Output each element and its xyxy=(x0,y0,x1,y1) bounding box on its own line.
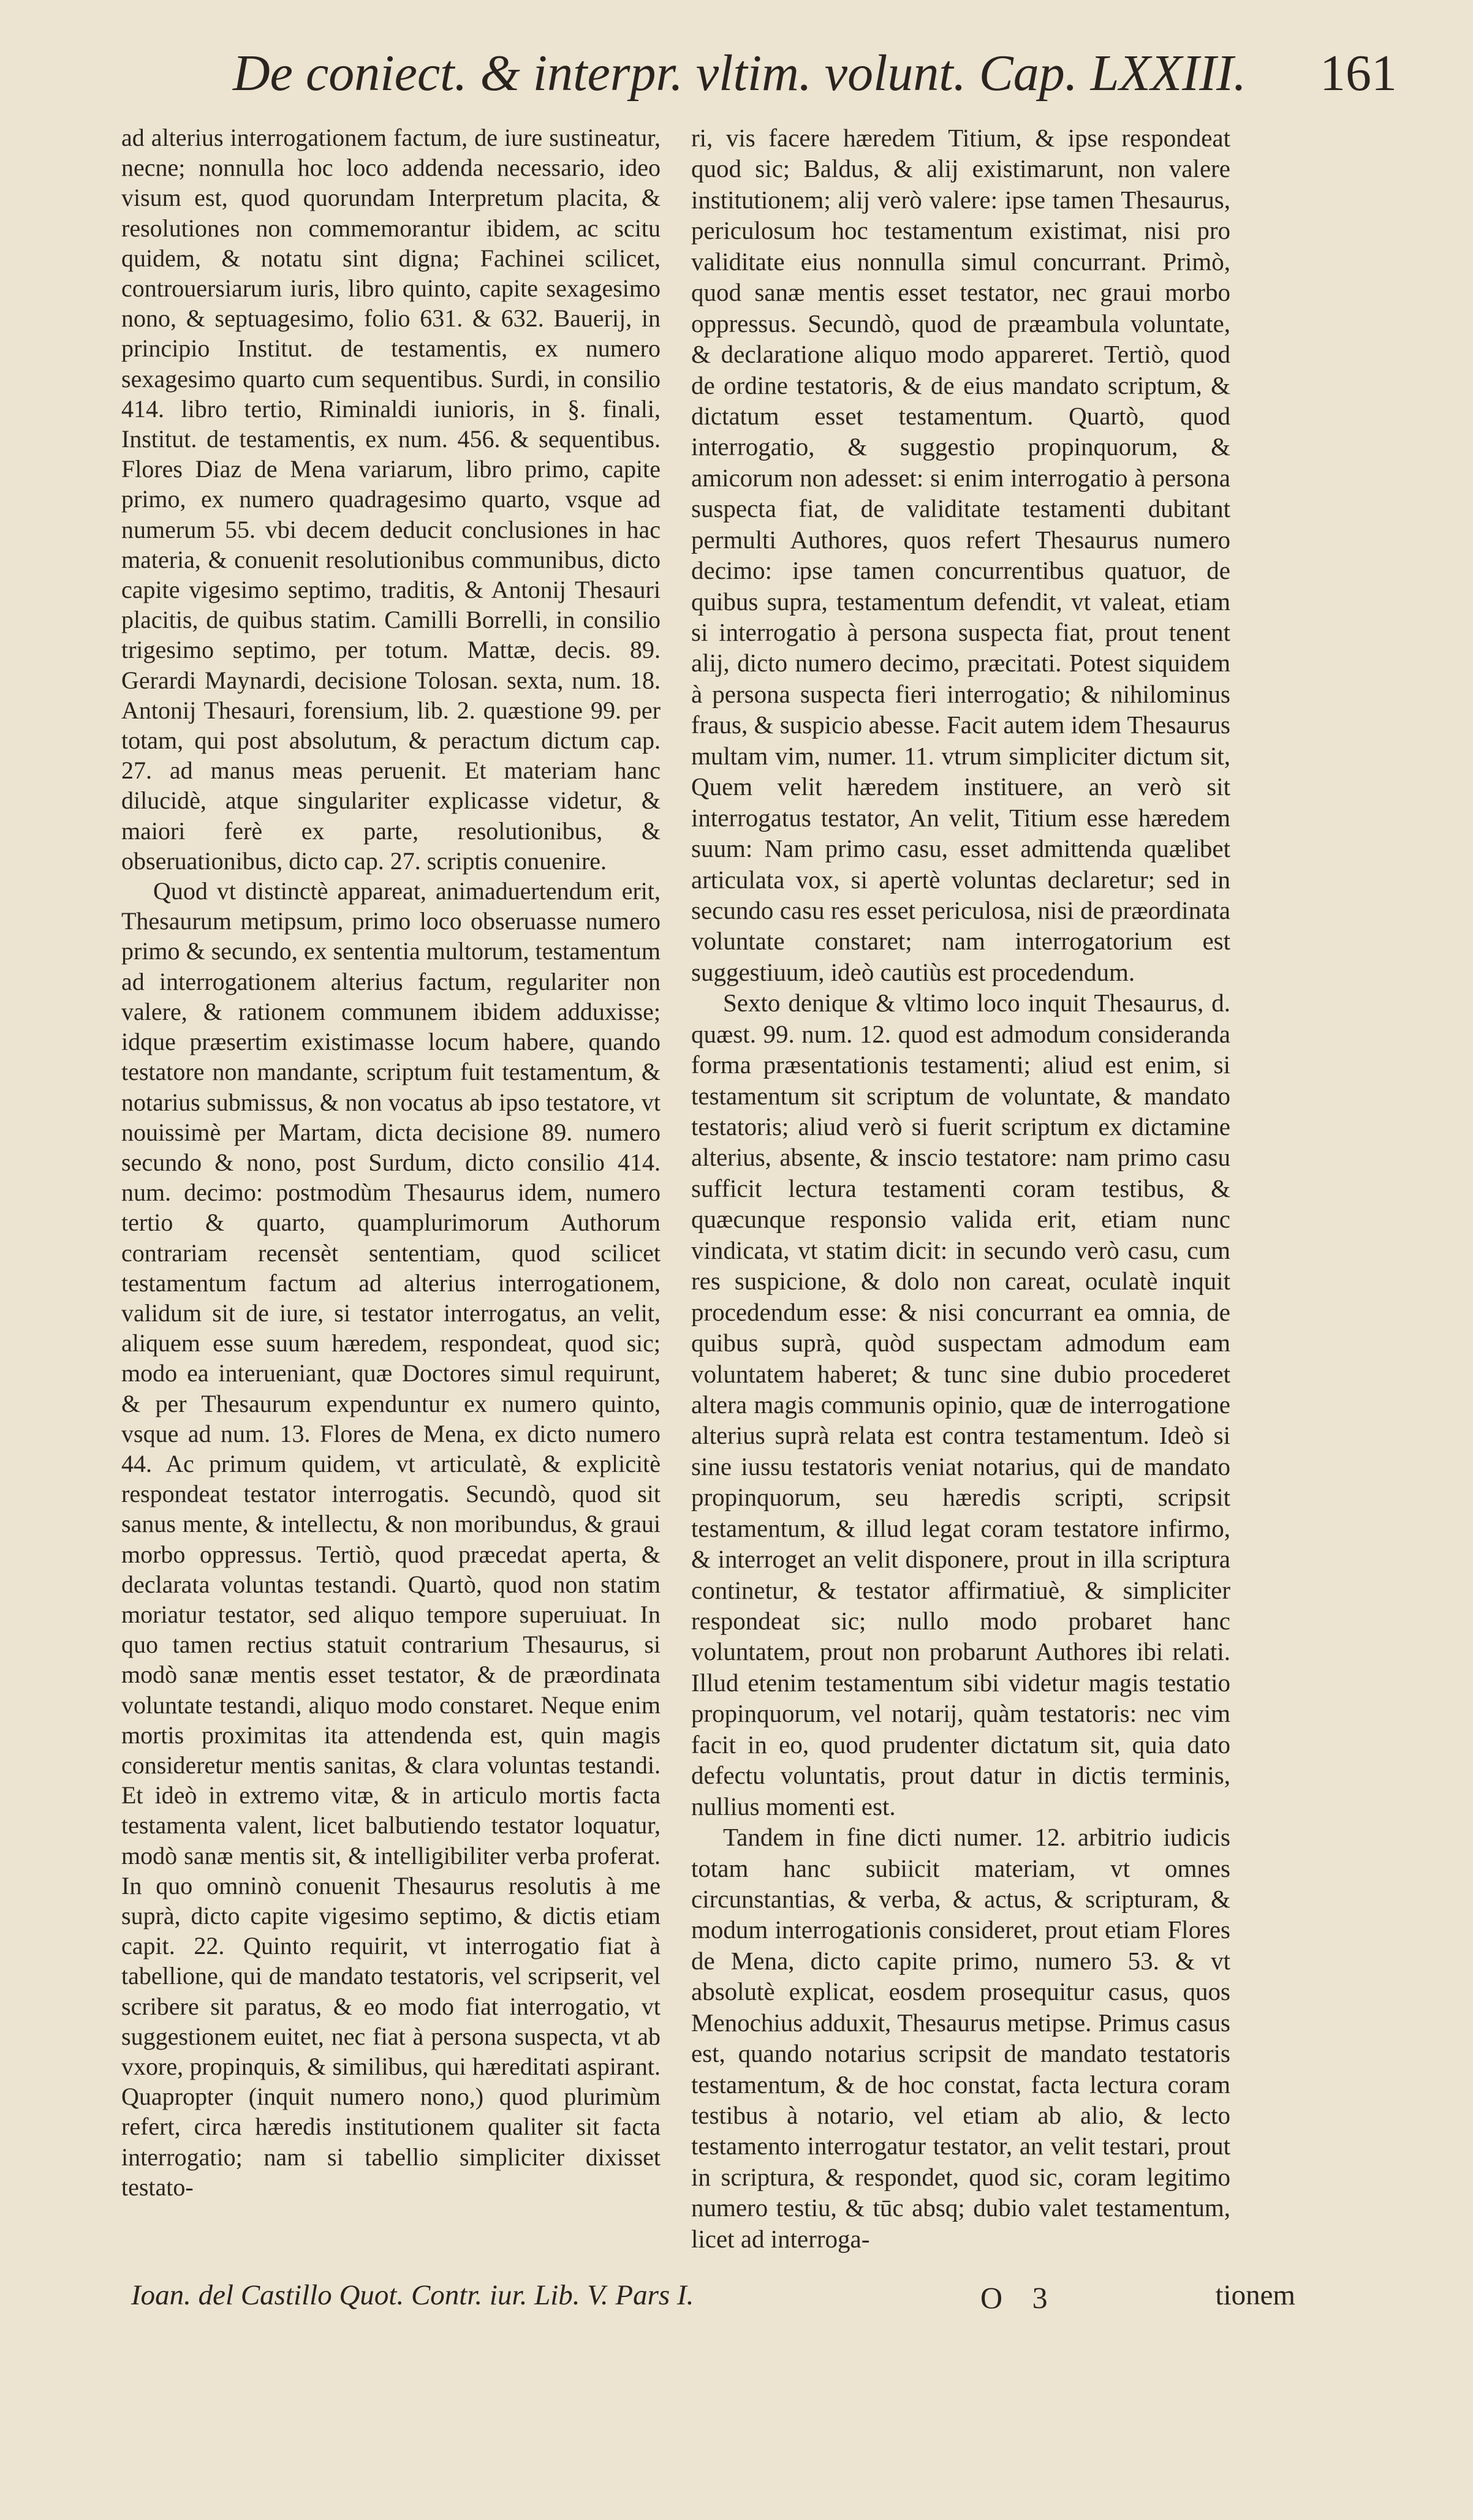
paragraph: ri, vis facere hæredem Titium, & ipse respondeat quod sic; Baldus, & alij existimarunt, non valere institutionem; alij verò valere: ipse tamen Thesaurus, periculosum hoc testamentum existimat, nisi pro validitate eius nonnulla simul concurrant. Primò, quod sanæ mentis esset testator, nec graui morbo oppressus. Secundò, quod de præambula voluntate, & declaratione aliquo modo appareret. Tertiò, quod de ordine testatoris, & de eius mandato scriptum, & dictatum esset testamentum. Quartò, quod interrogatio, & suggestio propinquorum, & amicorum non adesset: si enim interrogatio à persona suspecta fiat, de validitate testamenti dubitant permulti Authores, quos refert Thesaurus numero decimo: ipse tamen concurrentibus quatuor, de quibus supra, testamentum defendit, vt valeat, etiam si interrogatio à persona suspecta fiat, prout tenent alij, dicto numero decimo, præcitati. Potest siquidem à persona suspecta fieri interrogatio; & nihilominus fraus, & suspicio abesse. Facit autem idem Thesaurus multam vim, numer. 11. vtrum simpliciter dictum sit, Quem velit hæredem instituere, an verò sit interrogatus testator, An velit, Titium esse hæredem suum: Nam primo casu, esset admittenda quælibet articulata vox, si apertè voluntas declaretur; sed in secundo casu res esset periculosa, nisi de præordinata voluntate constaret; nam interrogatorium est suggestiuum, ideò cautiùs est procedendum. xyxy=(691,124,1230,986)
running-title: De coniect. & interpr. vltim. volunt. Cap. LXXIII. xyxy=(233,45,1247,102)
paragraph: Sexto denique & vltimo loco inquit Thesaurus, d. quæst. 99. num. 12. quod est admodum consideranda forma præsentationis testamenti; aliud est enim, si testamentum sit scriptum de voluntate, & mandato testatoris; aliud verò si fuerit scriptum ex dictamine alterius, absente, & inscio testatore: nam primo casu sufficit lectura testamenti coram testibus, & quæcunque responsio valida erit, etiam nunc vindicata, vt statim dicit: in secundo verò casu, cum res suspicione, & dolo non careat, oculatè inquit procedendum esse: & nisi concurrant ea omnia, de quibus suprà, quòd suspectam admodum eam voluntatem haberet; & tunc sine dubio procederet altera magis communis opinio, quæ de interrogatione alterius suprà relata est contra testamentum. Ideò si sine iussu testatoris veniat notarius, qui de mandato propinquorum, seu hæredis scripti, scripsit testamentum, & illud legat coram testatore infirmo, & interroget an velit disponere, prout in illa scriptura continetur, & testator affirmatiuè, & simpliciter respondeat sic; nullo modo probaret hanc voluntatem, prout non probarunt Authores ibi relati. Illud etenim testamentum sibi videtur magis testatio propinquorum, vel notarij, quàm testatoris: nec vim facit in eo, quod prudenter dictatum sit, quia dato defectu voluntatis, prout datur in dictis terminis, nullius momenti est. xyxy=(691,989,1230,1820)
paragraph: ad alterius interrogationem factum, de iure sustineatur, necne; nonnulla hoc loco addenda necessario, ideo visum est, quod quorundam Interpretum placita, & resolutiones non commemorantur ibidem, ac scitu quidem, & notatu sint digna; Fachinei scilicet, controuersiarum iuris, libro quinto, capite sexagesimo nono, & septuagesimo, folio 631. & 632. Bauerij, in principio Institut. de testamentis, ex numero sexagesimo quarto cum sequentibus. Surdi, in consilio 414. libro tertio, Riminaldi iunioris, in §. finali, Institut. de testamentis, ex num. 456. & sequentibus. Flores Diaz de Mena variarum, libro primo, capite primo, ex numero quadragesimo quarto, vsque ad numerum 55. vbi decem deducit conclusiones in hac materia, & conuenit resolutionibus communibus, dicto capite vigesimo septimo, traditis, & Antonij Thesauri placitis, de quibus statim. Camilli Borrelli, in consilio trigesimo septimo, per totum. Mattæ, decis. 89. Gerardi Maynardi, decisione Tolosan. sexta, num. 18. Antonij Thesauri, forensium, lib. 2. quæstione 99. per totam, qui post absolutum, & peractum dictum cap. 27. ad manus meas peruenit. Et materiam hanc dilucidè, atque singulariter explicasse videtur, & maiori ferè ex parte, resolutionibus, & obseruationibus, dicto cap. 27. scriptis conuenire. xyxy=(121,124,661,875)
printer-signature-line: Ioan. del Castillo Quot. Contr. iur. Lib. V. Pars I. xyxy=(131,2279,694,2311)
paragraph: Tandem in fine dicti numer. 12. arbitrio iudicis totam hanc subiicit materiam, vt omnes circunstantias, & verba, & actus, & scripturam, & modum interrogationis consideret, prout etiam Flores de Mena, dicto capite primo, numero 53. & vt absolutè explicat, eosdem prosequitur casus, quos Menochius adduxit, Thesaurus metipse. Primus casus est, quando notarius scripsit de mandato testatoris testamentum, & de hoc constat, facta lectura coram testibus à notario, vel etiam ab alio, & lecto testamento interrogatur testator, an velit testari, prout in scriptura, & respondet, quod sic, coram legitimo numero testiu, & tūc absq; dubio valet testamentum, licet ad interroga- xyxy=(691,1823,1230,2253)
signature-mark: O 3 xyxy=(980,2280,1059,2315)
left-column xyxy=(121,123,661,2202)
page-number: 161 xyxy=(1320,45,1397,102)
right-column xyxy=(691,123,1230,2254)
paragraph: Quod vt distinctè appareat, animaduertendum erit, Thesaurum metipsum, primo loco obseruasse numero primo & secundo, ex sententia multorum, testamentum ad interrogationem alterius factum, regulariter non valere, & rationem communem ibidem adduxisse; idque præsertim existimasse locum habere, quando testatore non mandante, scriptum fuit testamentum, & notarius submissus, & non vocatus ab ipso testatore, vt nouissimè per Martam, dicta decisione 89. numero secundo & nono, post Surdum, dicto consilio 414. num. decimo: postmodùm Thesaurus idem, numero tertio & quarto, quamplurimorum Authorum contrariam recensèt sententiam, quod scilicet testamentum factum ad alterius interrogationem, validum sit de iure, si testator interrogatus, an velit, aliquem esse suum hæredem, respondeat, quod sic; modo ea interueniant, quæ Doctores simul requirunt, & per Thesaurum expenduntur ex numero quinto, vsque ad num. 13. Flores de Mena, ex dicto numero 44. Ac primum quidem, vt articulatè, & explicitè respondeat testator interrogatis. Secundò, quod sit sanus mente, & intellectu, & non moribundus, & graui morbo oppressus. Tertiò, quod præcedat aperta, & declarata voluntas testandi. Quartò, quod non statim moriatur testator, sed aliquo tempore superuiuat. In quo tamen rectius statuit contrarium Thesaurus, si modò sanæ mentis esset testator, & de præordinata voluntate testandi, aliquo modo constaret. Neque enim mortis proximitas ita attendenda est, quin magis consideretur mentis sanitas, & clara voluntas testandi. Et ideò in extremo vitæ, & in articulo mortis facta testamenta valent, licet balbutiendo testator loquatur, modò sanæ mentis sit, & intelligibiliter verba proferat. In quo omninò conuenit Thesaurus resolutis à me suprà, dicto capite vigesimo septimo, & dictis etiam capit. 22. Quinto requirit, vt interrogatio fiat à tabellione, qui de mandato testatoris, vel scripserit, vel scribere sit paratus, & eo modo fiat interrogatio, vt suggestionem euitet, nec fiat à persona suspecta, vt ab vxore, propinquis, & similibus, qui hæreditati aspirant. Quapropter (inquit numero nono,) quod plurimùm refert, circa hæredis institutionem qualiter sit facta interrogatio; nam si tabellio simpliciter dixisset testato- xyxy=(121,877,661,2201)
page-header xyxy=(233,37,1397,110)
catchword: tionem xyxy=(1215,2279,1295,2311)
